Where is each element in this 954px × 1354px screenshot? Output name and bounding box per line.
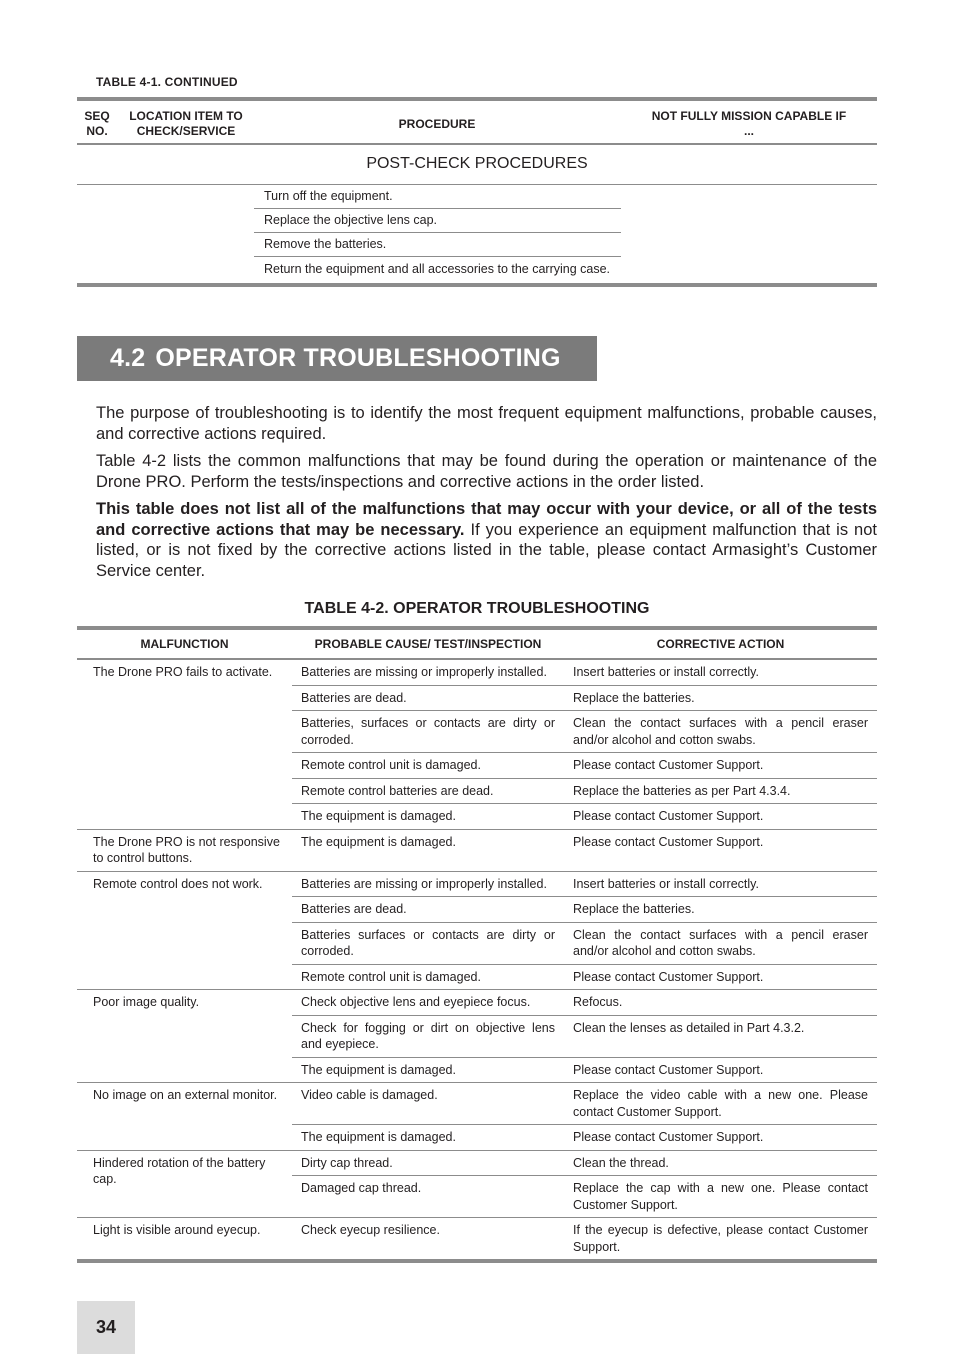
table-header-row xyxy=(77,628,877,659)
header-location-item: LOCATION ITEM TO CHECK/SERVICE xyxy=(129,109,243,138)
header-procedure: PROCEDURE xyxy=(398,117,476,131)
action-cell: Replace the video cable with a new one. Please contact Customer Support. xyxy=(564,1083,877,1125)
action-cell: Clean the lenses as detailed in Part 4.3.2. xyxy=(564,1015,877,1057)
action-cell: Please contact Customer Support. xyxy=(564,753,877,779)
table-4-1 xyxy=(77,97,877,287)
table-4-1-header xyxy=(77,97,877,145)
malfunction-cell: Remote control does not work. xyxy=(77,871,292,990)
procedure-row: Return the equipment and all accessories to the carrying case. xyxy=(264,262,611,276)
action-cell: Replace the cap with a new one. Please contact Customer Support. xyxy=(564,1176,877,1218)
cause-cell: Batteries are missing or improperly installed. xyxy=(292,659,564,685)
header-not-fully-mission-capable: NOT FULLY MISSION CAPABLE IF ... xyxy=(651,109,847,138)
intro-paragraph-1: The purpose of troubleshooting is to identify the most frequent equipment malfunctions, probable causes, and corrective actions required. xyxy=(96,404,877,443)
cause-cell: The equipment is damaged. xyxy=(292,829,564,871)
table-row xyxy=(77,990,877,1016)
section-number: 4.2 xyxy=(110,344,146,372)
cause-cell: Check for fogging or dirt on objective lens and eyepiece. xyxy=(292,1015,564,1057)
cause-cell: Check eyecup resilience. xyxy=(292,1218,564,1262)
page-number: 34 xyxy=(77,1301,135,1354)
table-4-2-caption: TABLE 4-2. OPERATOR TROUBLESHOOTING xyxy=(304,600,650,617)
malfunction-cell: The Drone PRO fails to activate. xyxy=(77,659,292,829)
malfunction-cell: Light is visible around eyecup. xyxy=(77,1218,292,1262)
action-cell: Replace the batteries as per Part 4.3.4. xyxy=(564,778,877,804)
header-probable-cause: PROBABLE CAUSE/ TEST/INSPECTION xyxy=(292,628,564,659)
table-row xyxy=(77,1083,877,1125)
cause-cell: The equipment is damaged. xyxy=(292,1057,564,1083)
section-title: OPERATOR TROUBLESHOOTING xyxy=(155,344,561,372)
cause-cell: Batteries surfaces or contacts are dirty or corroded. xyxy=(292,922,564,964)
malfunction-cell: The Drone PRO is not responsive to control buttons. xyxy=(77,829,292,871)
cause-cell: Remote control unit is damaged. xyxy=(292,964,564,990)
cause-cell: The equipment is damaged. xyxy=(292,804,564,830)
contact-text: If you experience an equipment malfunction that is not listed, or is not fixed by the corrective actions listed in the table, please contact Armasight’s Customer Service center. xyxy=(96,520,877,580)
post-check-section-title: POST-CHECK PROCEDURES xyxy=(77,145,877,185)
cause-cell: Remote control batteries are dead. xyxy=(292,778,564,804)
cause-cell: The equipment is damaged. xyxy=(292,1125,564,1151)
action-cell: Replace the batteries. xyxy=(564,897,877,923)
cause-cell: Batteries are missing or improperly installed. xyxy=(292,871,564,897)
cause-cell: Batteries, surfaces or contacts are dirty or corroded. xyxy=(292,711,564,753)
action-cell: Clean the contact surfaces with a pencil eraser and/or alcohol and cotton swabs. xyxy=(564,711,877,753)
table-row xyxy=(77,871,877,897)
action-cell: Clean the contact surfaces with a pencil eraser and/or alcohol and cotton swabs. xyxy=(564,922,877,964)
troubleshooting-table xyxy=(77,626,877,1263)
table-row xyxy=(77,659,877,685)
action-cell: Insert batteries or install correctly. xyxy=(564,871,877,897)
cause-cell: Damaged cap thread. xyxy=(292,1176,564,1218)
action-cell: Please contact Customer Support. xyxy=(564,1125,877,1151)
table-4-1-caption: TABLE 4-1. CONTINUED xyxy=(96,75,238,89)
action-cell: Refocus. xyxy=(564,990,877,1016)
action-cell: Replace the batteries. xyxy=(564,685,877,711)
procedure-row: Turn off the equipment. xyxy=(254,185,621,209)
post-check-procedure-list xyxy=(77,185,877,287)
table-row xyxy=(77,829,877,871)
action-cell: If the eyecup is defective, please contact Customer Support. xyxy=(564,1218,877,1262)
cause-cell: Batteries are dead. xyxy=(292,897,564,923)
malfunction-cell: Poor image quality. xyxy=(77,990,292,1083)
warning-bold-text: This table does not list all of the malfunctions that may occur with your device, or all of the tests and corrective actions that may be necessary. xyxy=(96,500,877,539)
action-cell: Please contact Customer Support. xyxy=(564,829,877,871)
cause-cell: Remote control unit is damaged. xyxy=(292,753,564,779)
intro-paragraph-3 xyxy=(96,499,877,581)
malfunction-cell: No image on an external monitor. xyxy=(77,1083,292,1151)
table-row xyxy=(77,1150,877,1176)
procedure-row: Remove the batteries. xyxy=(254,233,621,257)
header-corrective-action: CORRECTIVE ACTION xyxy=(564,628,877,659)
header-seq-no: SEQ NO. xyxy=(84,109,110,138)
action-cell: Please contact Customer Support. xyxy=(564,1057,877,1083)
cause-cell: Dirty cap thread. xyxy=(292,1150,564,1176)
action-cell: Insert batteries or install correctly. xyxy=(564,659,877,685)
cause-cell: Batteries are dead. xyxy=(292,685,564,711)
cause-cell: Check objective lens and eyepiece focus. xyxy=(292,990,564,1016)
action-cell: Please contact Customer Support. xyxy=(564,804,877,830)
cause-cell: Video cable is damaged. xyxy=(292,1083,564,1125)
intro-paragraph-2: Table 4-2 lists the common malfunctions that may be found during the operation or maintenance of the Drone PRO. Perform the tests/inspections and corrective actions in the order listed. xyxy=(96,452,877,491)
procedure-row: Replace the objective lens cap. xyxy=(254,209,621,233)
action-cell: Please contact Customer Support. xyxy=(564,964,877,990)
table-row xyxy=(77,1218,877,1262)
section-heading xyxy=(77,336,597,381)
header-malfunction: MALFUNCTION xyxy=(77,628,292,659)
action-cell: Clean the thread. xyxy=(564,1150,877,1176)
malfunction-cell: Hindered rotation of the battery cap. xyxy=(77,1150,292,1218)
